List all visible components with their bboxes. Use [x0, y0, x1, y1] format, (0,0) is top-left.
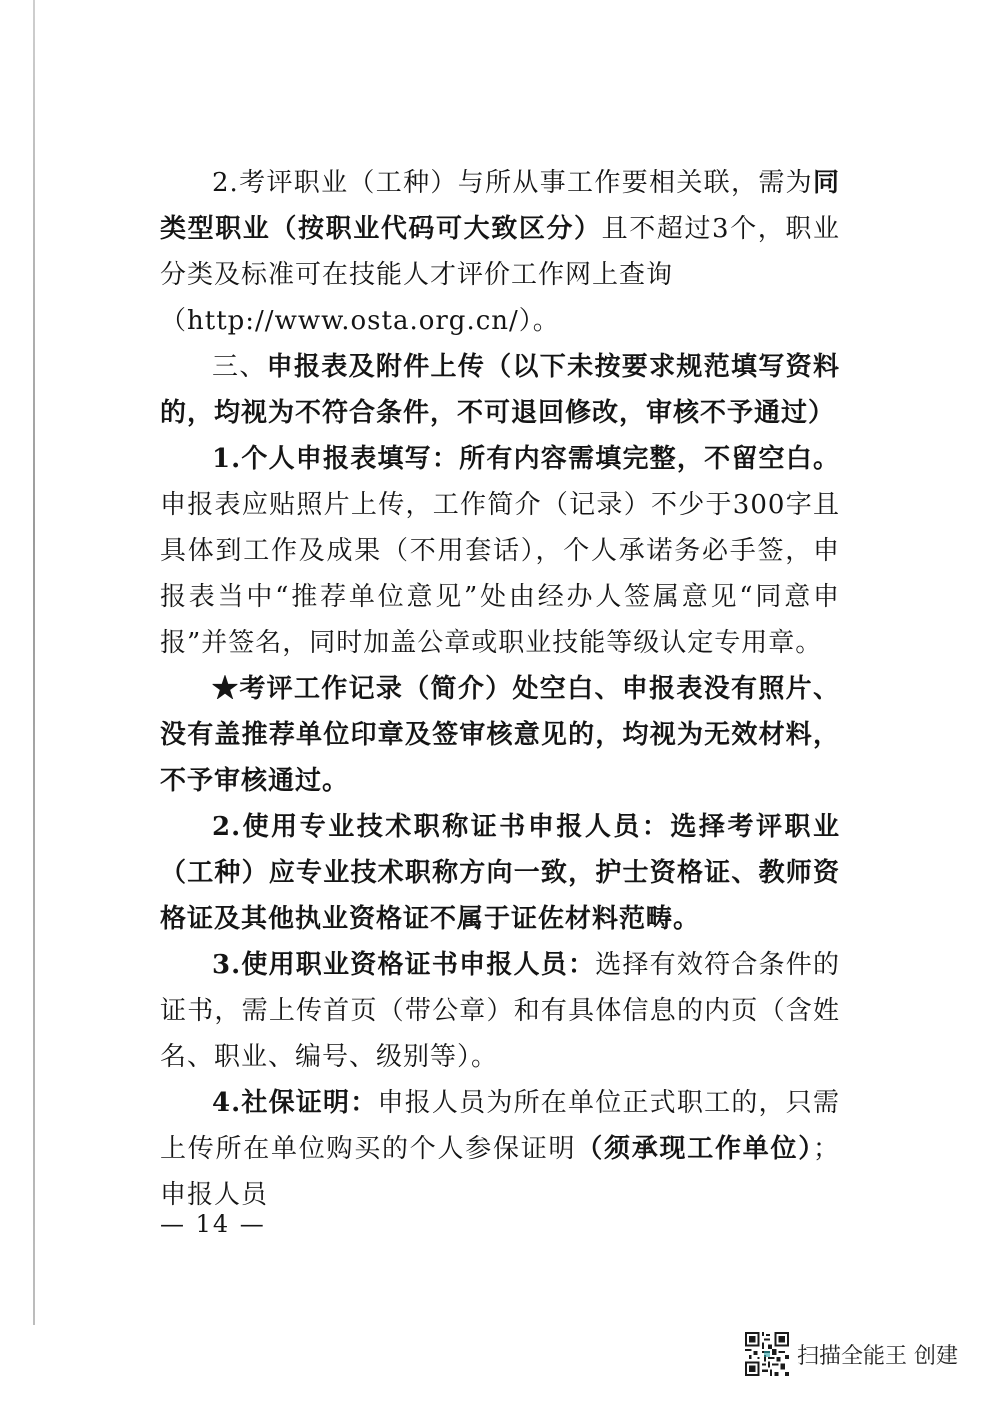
text-run: 且不超过3个，职业分类及标准可在技能人才评价工作网上查询 [160, 214, 840, 290]
paragraph-item-2-title-certificate [160, 804, 840, 942]
paragraph-url-line [160, 298, 840, 344]
text-run: 三、 [212, 352, 267, 382]
text-run-bold: 1.个人申报表填写：所有内容需填完整，不留空白。 [212, 444, 840, 474]
text-run: 选择有效符合条件的证书，需上传首页（带公章）和有具体信息的内页（含姓名、职业、编号、级别等）。 [160, 950, 840, 1072]
text-run-bold: 同类型职业（按职业代码可大致区分） [160, 168, 840, 244]
text-run-bold: 3.使用职业资格证书申报人员： [212, 950, 596, 980]
text-run-bold: 2.使用专业技术职称证书申报人员：选择考评职业（工种）应专业技术职称方向一致，护士资格证、教师资格证及其他执业资格证不属于证佐材料范畴。 [160, 812, 840, 934]
paragraph-item-4-social-security [160, 1080, 840, 1218]
text-run: 申报人员为所在单位正式职工的，只需上传所在单位购买的个人参保证明 [160, 1088, 840, 1164]
text-run-bold: ★考评工作记录（简介）处空白、申报表没有照片、没有盖推荐单位印章及签审核意见的，均视为无效材料，不予审核通过。 [160, 674, 840, 796]
text-run: 2.考评职业（工种）与所从事工作要相关联，需为 [212, 168, 813, 198]
text-run: （http://www.osta.org.cn/）。 [160, 306, 560, 336]
paragraph-section-3-heading [160, 344, 840, 436]
paragraph-item-2-exam-occupation [160, 160, 840, 298]
text-run: ；申报人员 [160, 1134, 840, 1210]
text-run-bold: （须承现工作单位） [576, 1134, 813, 1164]
text-run-bold: 申报表及附件上传（以下未按要求规范填写资料的，均视为不符合条件，不可退回修改，审核不予通过） [160, 352, 840, 428]
scan-edge-line [33, 0, 35, 1325]
paragraph-star-note [160, 666, 840, 804]
page-number: — 14 — [160, 1210, 266, 1238]
document-body [160, 160, 840, 1218]
text-run: 申报表应贴照片上传，工作简介（记录）不少于300字且具体到工作及成果（不用套话），个人承诺务必手签，申报表当中“推荐单位意见”处由经办人签属意见“同意申报”并签名，同时加盖公章或职业技能等级认定专用章。 [160, 490, 840, 658]
paragraph-item-3-qualification-certificate [160, 942, 840, 1080]
text-run-bold: 4.社保证明： [212, 1088, 378, 1118]
scanner-watermark [745, 1332, 958, 1376]
watermark-text: 扫描全能王 创建 [797, 1343, 958, 1369]
paragraph-item-1-personal-form [160, 436, 840, 666]
qr-code-icon [745, 1332, 789, 1376]
